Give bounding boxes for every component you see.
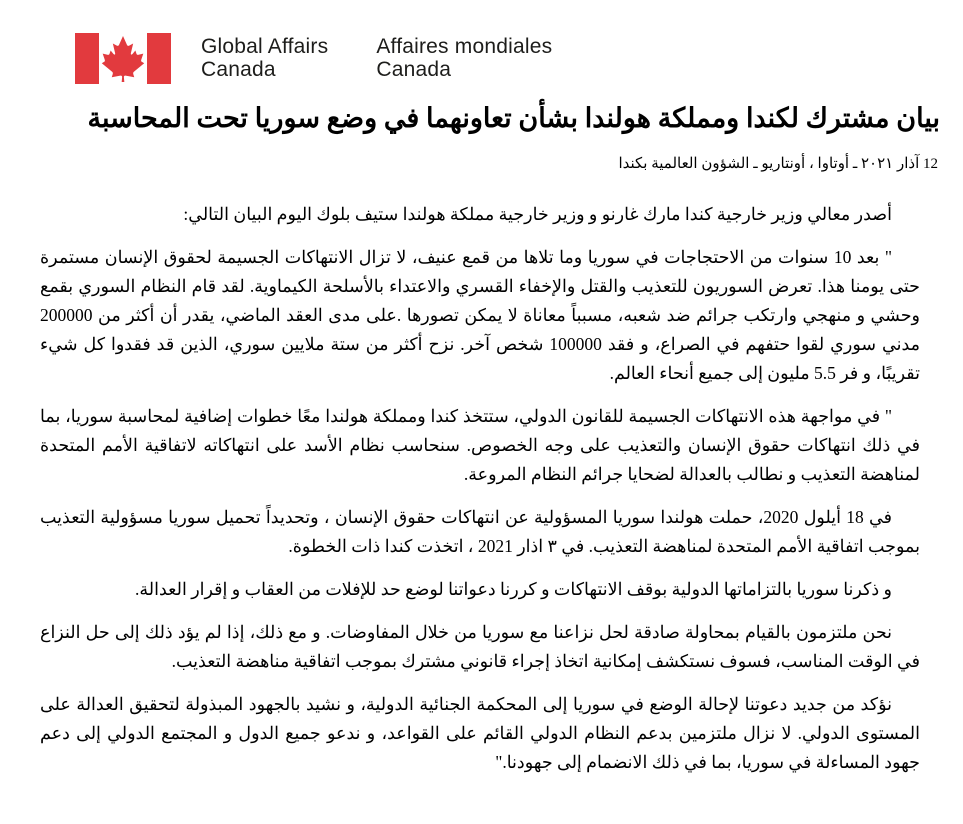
wordmark-french-line2: Canada xyxy=(376,58,452,81)
statement-paragraph-timeline: في 18 أيلول 2020، حملت هولندا سوريا المسؤولية عن انتهاكات حقوق الإنسان ، وتحديداً تحميل سوريا مسؤولية التعذيب بموجب اتفاقية الأمم المتحدة لمناهضة التعذيب. في ٣ اذار 2021 ، اتخذت كندا ذات الخطوة. xyxy=(40,507,920,556)
statement-paragraph-response: " في مواجهة هذه الانتهاكات الجسيمة للقانون الدولي، ستتخذ كندا ومملكة هولندا معًا خطوات إضافية لمحاسبة سوريا، بما في ذلك انتهاكات حقوق الإنسان والتعذيب على وجه الخصوص. سنحاسب نظام الأسد على انتهاكاته لاتفاقية الأمم المتحدة لمناهضة التعذيب و نطالب بالعدالة لضحايا جرائم النظام المروعة. xyxy=(40,406,920,484)
statement-paragraph-violations: " بعد 10 سنوات من الاحتجاجات في سوريا وما تلاها من قمع عنيف، لا تزال الانتهاكات الجسيمة لحقوق الإنسان مستمرة حتى يومنا هذا. تعرض السوريون للتعذيب والقتل والإخفاء القسري والاعتداء بالأسلحة الكيماوية. لقد قام النظام السوري بقمع وحشي و منهجي وارتكب جرائم ضد شعبه، مسبباً معاناة لا يمكن تصورها .على مدى العقد الماضي، يقدر أن أكثر من 200000 مدني سوري لقوا حتفهم في الصراع، و فقد 100000 شخص آخر. نزح أكثر من ستة ملايين سوري، الذين قد فقدوا كل شيء تقريبًا، و فر 5.5 مليون إلى جميع أنحاء العالم. xyxy=(40,247,921,383)
statement-paragraph-obligations: و ذكرنا سوريا بالتزاماتها الدولية بوقف الانتهاكات و كررنا دعواتنا لوضع حد للإفلات من العقاب و إقرار العدالة. xyxy=(135,579,892,599)
wordmark-english-line2: Canada xyxy=(201,58,276,81)
wordmark-english xyxy=(201,35,328,81)
goc-signature-header xyxy=(75,33,920,84)
wordmark-french-line1: Affaires mondiales xyxy=(376,35,553,58)
wordmark-french xyxy=(376,35,552,81)
statement-title: بيان مشترك لكندا ومملكة هولندا بشأن تعاونهما في وضع سوريا تحت المحاسبة xyxy=(87,103,940,133)
wordmark-english-line1: Global Affairs xyxy=(201,35,329,58)
statement-paragraph-conclusion: نؤكد من جديد دعوتنا لإحالة الوضع في سوريا إلى المحكمة الجنائية الدولية، و نشيد بالجهود المبذولة لتحقيق العدالة على المستوى الدولي. لا نزال ملتزمين بدعم النظام الدولي القائم على القواعد، و ندعو جميع الدول و المجتمع الدولي إلى دعم جهود المساءلة في سوريا، بما في ذلك الانضمام إلى جهودنا." xyxy=(40,694,920,772)
statement-paragraph-intro: أصدر معالي وزير خارجية كندا مارك غارنو و وزير خارجية مملكة هولندا ستيف بلوك اليوم البيان التالي: xyxy=(183,204,892,224)
statement-paragraph-negotiations: نحن ملتزمون بالقيام بمحاولة صادقة لحل نزاعنا مع سوريا من خلال المفاوضات. و مع ذلك، إذا لم يؤد ذلك إلى حل النزاع في الوقت المناسب، فسوف نستكشف إمكانية اتخاذ إجراء قانوني مشترك بموجب اتفاقية مناهضة التعذيب. xyxy=(40,622,920,671)
canada-flag-icon xyxy=(75,33,171,84)
statement-body xyxy=(40,200,920,791)
statement-dateline: 12 آذار ٢٠٢١ ـ أوتاوا ، أونتاريو ـ الشؤون العالمية بكندا xyxy=(618,156,938,172)
